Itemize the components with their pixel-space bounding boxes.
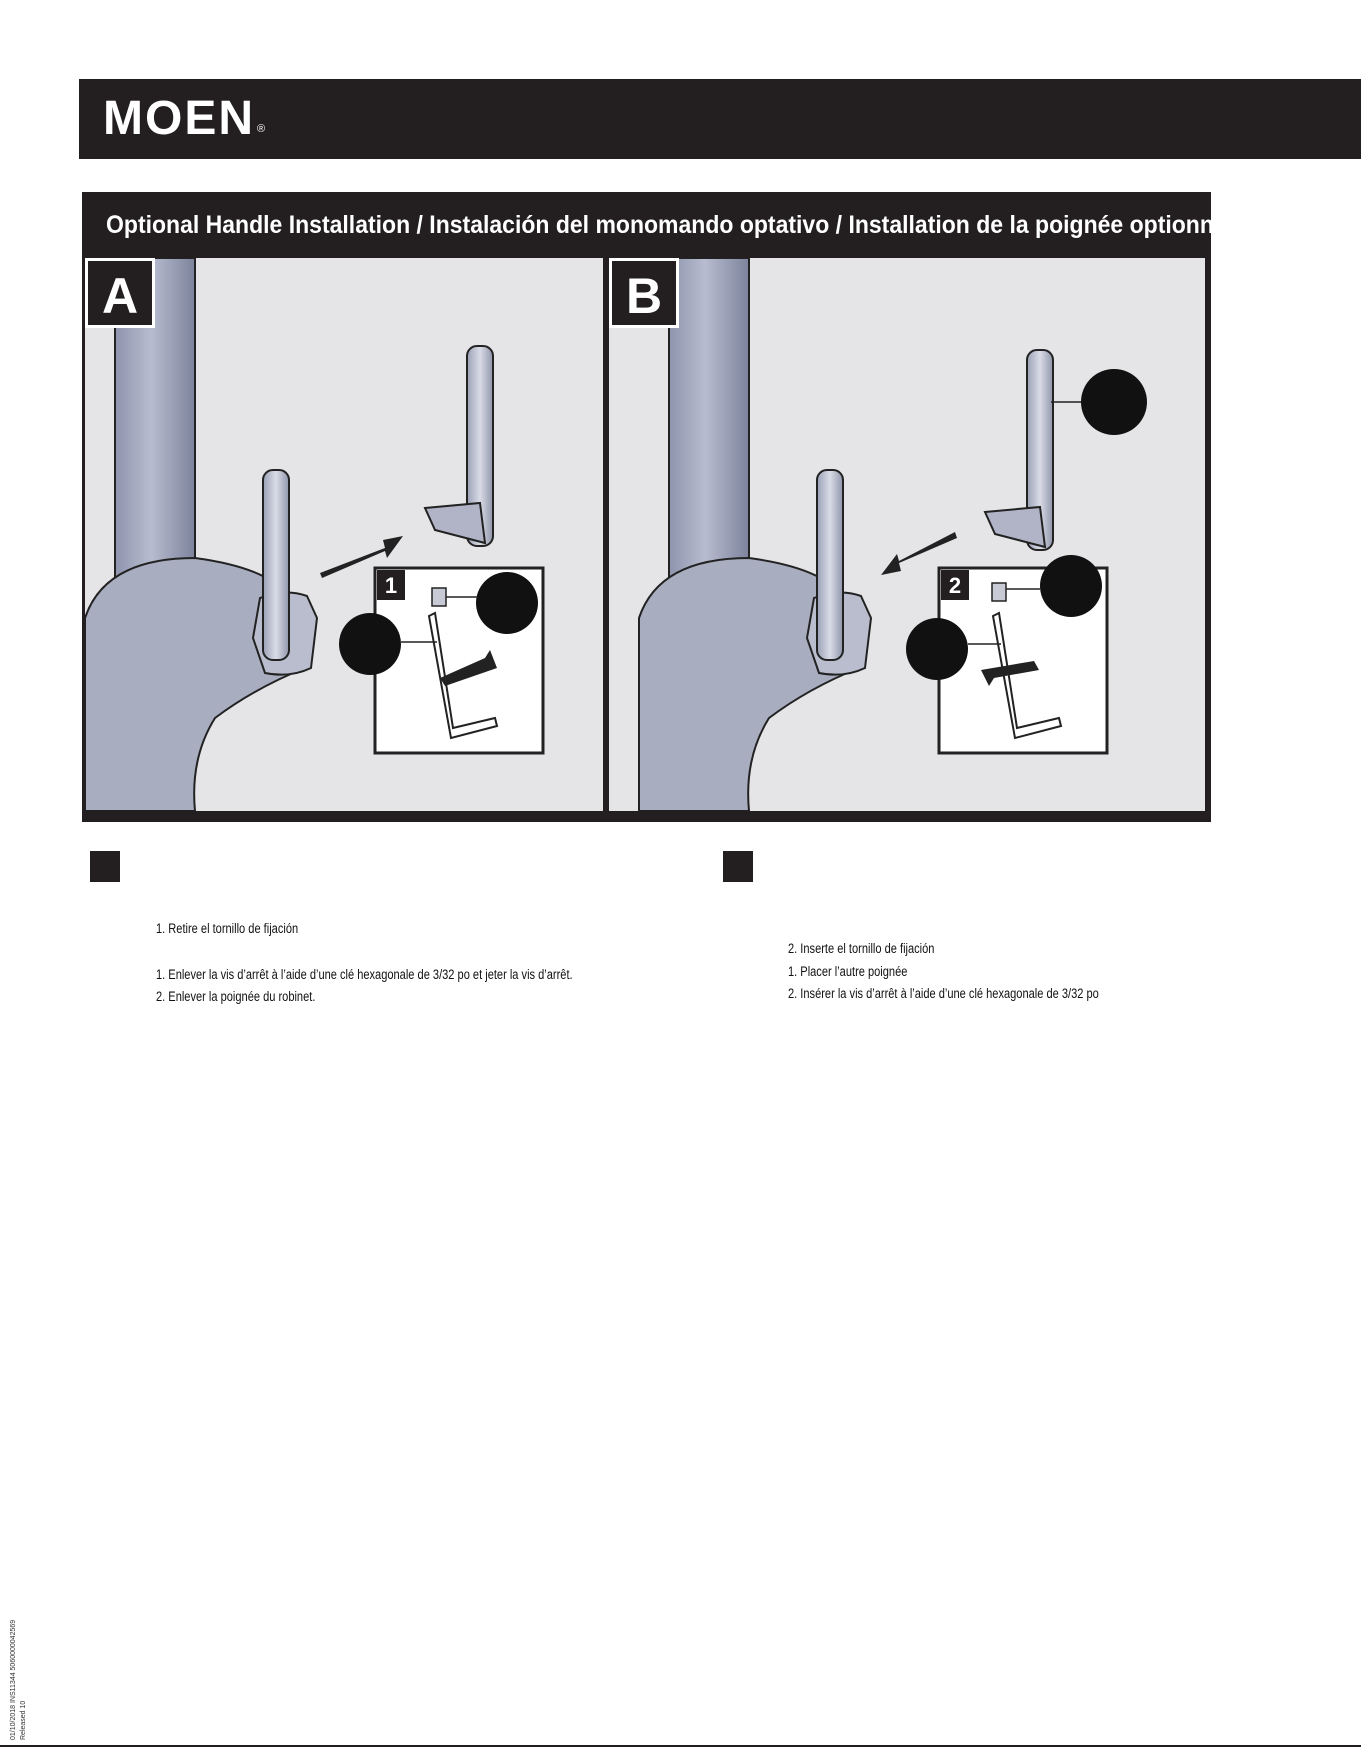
header-bar bbox=[79, 79, 1361, 159]
release-text: Released 10 bbox=[20, 1700, 27, 1740]
inset-step-number: 2 bbox=[948, 573, 962, 598]
panel-a-illustration bbox=[85, 258, 603, 811]
handle-installed bbox=[817, 470, 843, 660]
instruction-line: 1. Enlever la vis d’arrêt à l’aide d’une clé hexagonale de 3/32 po et jeter la vis d’arrêt. bbox=[156, 967, 573, 982]
instruction-line: 2. Enlever la poignée du robinet. bbox=[156, 989, 316, 1004]
panel-a bbox=[85, 258, 603, 811]
step-marker-a bbox=[90, 851, 120, 882]
callout-handle bbox=[1081, 369, 1147, 435]
moen-logo: MOEN ® bbox=[103, 92, 268, 145]
inset-step-number: 1 bbox=[384, 573, 398, 598]
panel-b bbox=[609, 258, 1205, 811]
callout-wrench bbox=[339, 613, 401, 675]
installation-figure bbox=[82, 192, 1253, 822]
callout-wrench bbox=[906, 618, 968, 680]
instruction-line: 1. Placer l’autre poignée bbox=[788, 964, 908, 979]
set-screw bbox=[432, 588, 446, 606]
panel-letter-a: A bbox=[85, 258, 155, 328]
spout bbox=[669, 258, 749, 588]
panel-letter-b: B bbox=[609, 258, 679, 328]
instruction-line: 1. Retire el tornillo de fijación bbox=[156, 921, 299, 936]
document-code bbox=[8, 1619, 38, 1750]
callout-screw bbox=[476, 572, 538, 634]
handle-installed bbox=[263, 470, 289, 660]
step-marker-b bbox=[723, 851, 753, 882]
instruction-line: 2. Insérer la vis d’arrêt à l’aide d’une clé hexagonale de 3/32 po bbox=[788, 986, 1099, 1001]
panel-b-illustration bbox=[609, 258, 1205, 811]
section-title: Optional Handle Installation / Instalación del monomando optativo / Installation de la poignée optionnelle bbox=[106, 211, 1253, 239]
set-screw bbox=[992, 583, 1006, 601]
callout-screw bbox=[1040, 555, 1102, 617]
document-code-text: 01/10/2018 INS11344 5060000042569 bbox=[10, 1619, 17, 1740]
instruction-line: 2. Inserte el tornillo de fijación bbox=[788, 941, 935, 956]
bottom-rule bbox=[0, 1745, 1361, 1747]
